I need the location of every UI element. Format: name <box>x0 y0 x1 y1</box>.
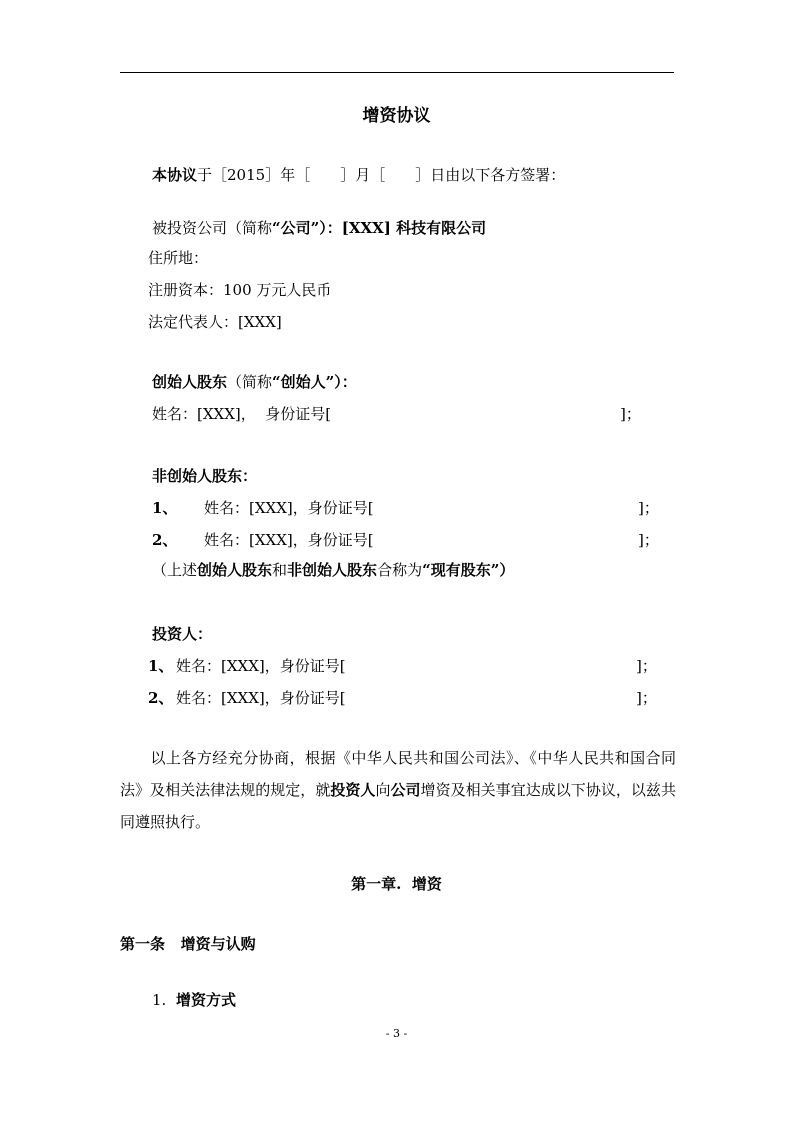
chapter-heading: 第一章. 增资 <box>351 875 442 893</box>
shareholders-note <box>152 560 514 580</box>
document-title: 增资协议 <box>362 106 431 126</box>
header-rule <box>120 72 674 73</box>
company-prefix: 被投资公司（简称 <box>152 219 273 237</box>
company-legal-rep: 法定代表人：[XXX] <box>148 313 282 331</box>
founder-heading-bold: 创始人股东 <box>152 373 228 391</box>
investors-heading: 投资人： <box>152 625 213 643</box>
signing-lead: 本协议 <box>152 166 198 184</box>
note-text: （上述 <box>152 561 198 579</box>
section-title: 增资方式 <box>176 991 237 1009</box>
section-num: 1. <box>152 991 167 1009</box>
investor-item-num: 2、 <box>148 689 174 707</box>
company-capital: 注册资本：100 万元人民币 <box>148 281 332 299</box>
investor-item-text: 姓名：[XXX]，身份证号[ <box>176 657 346 675</box>
company-name: “公司”）：[XXX] 科技有限公司 <box>272 219 487 237</box>
signing-text: 于［2015］年［ ］月［ ］日由以下各方签署： <box>197 166 566 184</box>
non-founder-item-num: 1、 <box>152 499 178 517</box>
investor-item-close: ]； <box>636 657 657 675</box>
recital-paragraph <box>120 742 676 838</box>
founder-heading <box>152 372 357 392</box>
founder-name-line: 姓名：[XXX]， 身份证号[ <box>152 405 332 423</box>
recital-bold-company: 公司 <box>390 781 421 799</box>
investor-item-num: 1、 <box>148 657 174 675</box>
note-bold-existing: “现有股东”） <box>422 561 515 579</box>
company-address: 住所地： <box>148 249 209 267</box>
non-founder-item-close: ]； <box>638 499 659 517</box>
note-bold-non-founder: 非创始人股东 <box>287 561 378 579</box>
founder-heading-alias: “创始人”）： <box>272 373 357 391</box>
non-founder-heading: 非创始人股东： <box>152 467 258 485</box>
note-text: 合称为 <box>377 561 423 579</box>
company-line <box>152 218 486 238</box>
non-founder-item-close: ]； <box>638 531 659 549</box>
signing-line <box>152 165 565 185</box>
page-number: - 3 - <box>385 1027 408 1040</box>
non-founder-item-text: 姓名：[XXX]，身份证号[ <box>204 531 374 549</box>
investor-item-text: 姓名：[XXX]，身份证号[ <box>176 689 346 707</box>
non-founder-item-text: 姓名：[XXX]，身份证号[ <box>204 499 374 517</box>
founder-id-close: ]； <box>620 405 641 423</box>
article-heading: 第一条 增资与认购 <box>120 935 256 953</box>
recital-bold-investor: 投资人 <box>330 781 376 799</box>
founder-heading-mid: （简称 <box>227 373 273 391</box>
non-founder-item-num: 2、 <box>152 531 178 549</box>
note-text: 和 <box>272 561 288 579</box>
recital-text: 以上各方经充分协商，根据《中华人民共和国公司法》、《中华人民共和国合同法》及相关法律法规的规定，就 <box>120 749 676 799</box>
note-bold-founder: 创始人股东 <box>197 561 273 579</box>
recital-text: 增资及相关事宜达成以下协议，以兹共同遵照执行。 <box>120 781 676 831</box>
recital-text: 向 <box>375 781 391 799</box>
investor-item-close: ]； <box>636 689 657 707</box>
